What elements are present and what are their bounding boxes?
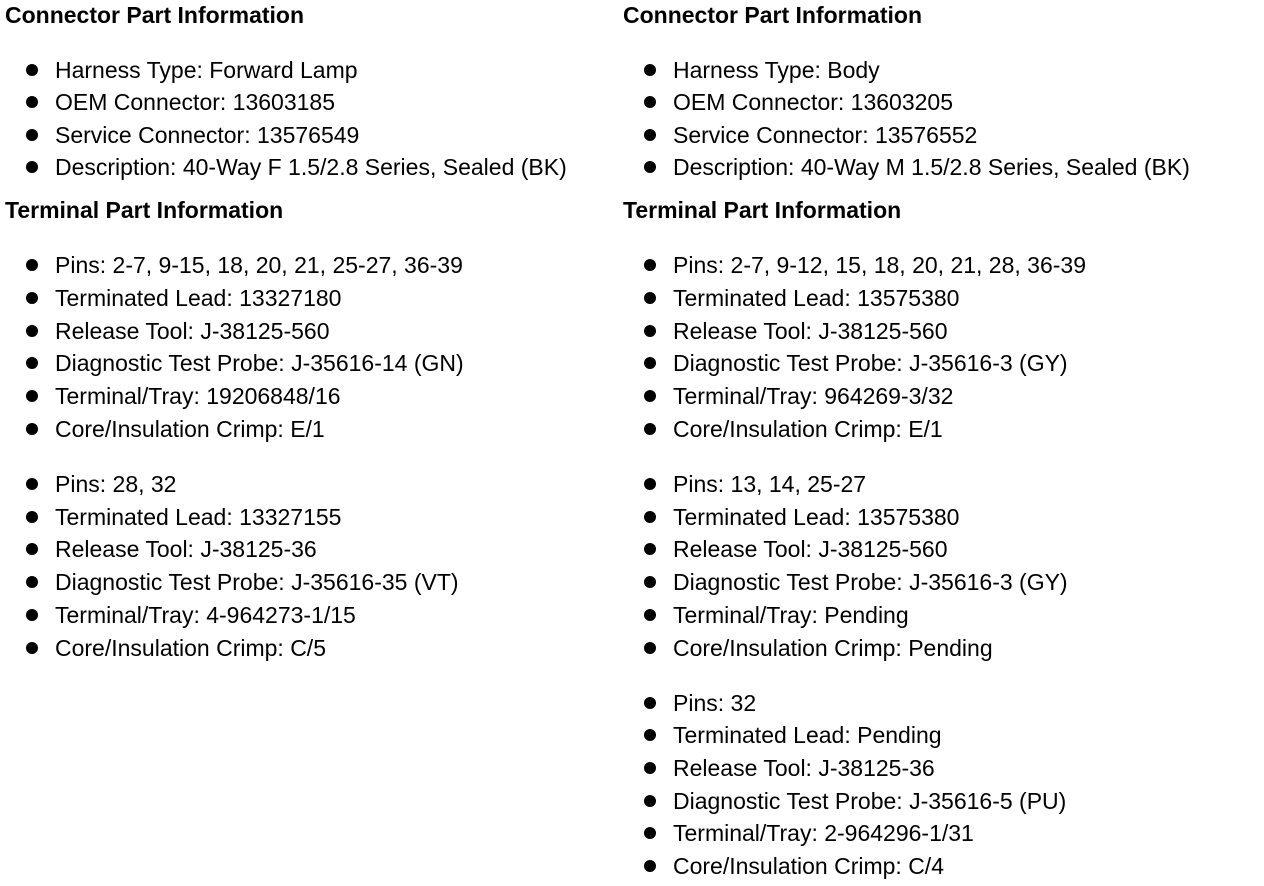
bullet-icon xyxy=(26,129,38,141)
bullet-icon xyxy=(26,642,38,654)
bullet-icon xyxy=(644,161,656,173)
bullet-icon xyxy=(644,423,656,435)
bullet-icon xyxy=(26,259,38,271)
bullet-icon xyxy=(644,762,656,774)
bullet-icon xyxy=(644,478,656,490)
bullet-icon xyxy=(644,827,656,839)
bullet-icon xyxy=(644,609,656,621)
bullet-icon xyxy=(644,697,656,709)
bullet-icon xyxy=(644,642,656,654)
bullet-icon xyxy=(26,390,38,402)
bullet-icon xyxy=(644,543,656,555)
bullet-icon xyxy=(26,357,38,369)
bullet-icon xyxy=(26,609,38,621)
bullet-icon xyxy=(644,64,656,76)
bullet-icon xyxy=(26,96,38,108)
terminal-heading: Terminal Part Information xyxy=(5,197,284,223)
bullet-icon xyxy=(644,357,656,369)
bullet-icon xyxy=(26,423,38,435)
bullet-icon xyxy=(644,259,656,271)
bullet-icon xyxy=(26,64,38,76)
bullet-icon xyxy=(644,729,656,741)
connector-heading: Connector Part Information xyxy=(623,2,923,28)
connector-heading: Connector Part Information xyxy=(5,2,305,28)
bullet-icon xyxy=(644,390,656,402)
bullet-icon xyxy=(26,543,38,555)
bullet-icon xyxy=(644,860,656,872)
bullet-icon xyxy=(644,795,656,807)
bullet-icon xyxy=(26,576,38,588)
bullet-icon xyxy=(644,576,656,588)
bullet-icon xyxy=(644,292,656,304)
bullet-icon xyxy=(26,325,38,337)
bullet-icon xyxy=(644,511,656,523)
bullet-icon xyxy=(26,161,38,173)
bullet-icon xyxy=(644,325,656,337)
bullet-icon xyxy=(26,511,38,523)
bullet-icon xyxy=(26,292,38,304)
bullet-icon xyxy=(26,478,38,490)
terminal-heading: Terminal Part Information xyxy=(623,197,902,223)
bullet-icon xyxy=(644,96,656,108)
bullet-icon xyxy=(644,129,656,141)
